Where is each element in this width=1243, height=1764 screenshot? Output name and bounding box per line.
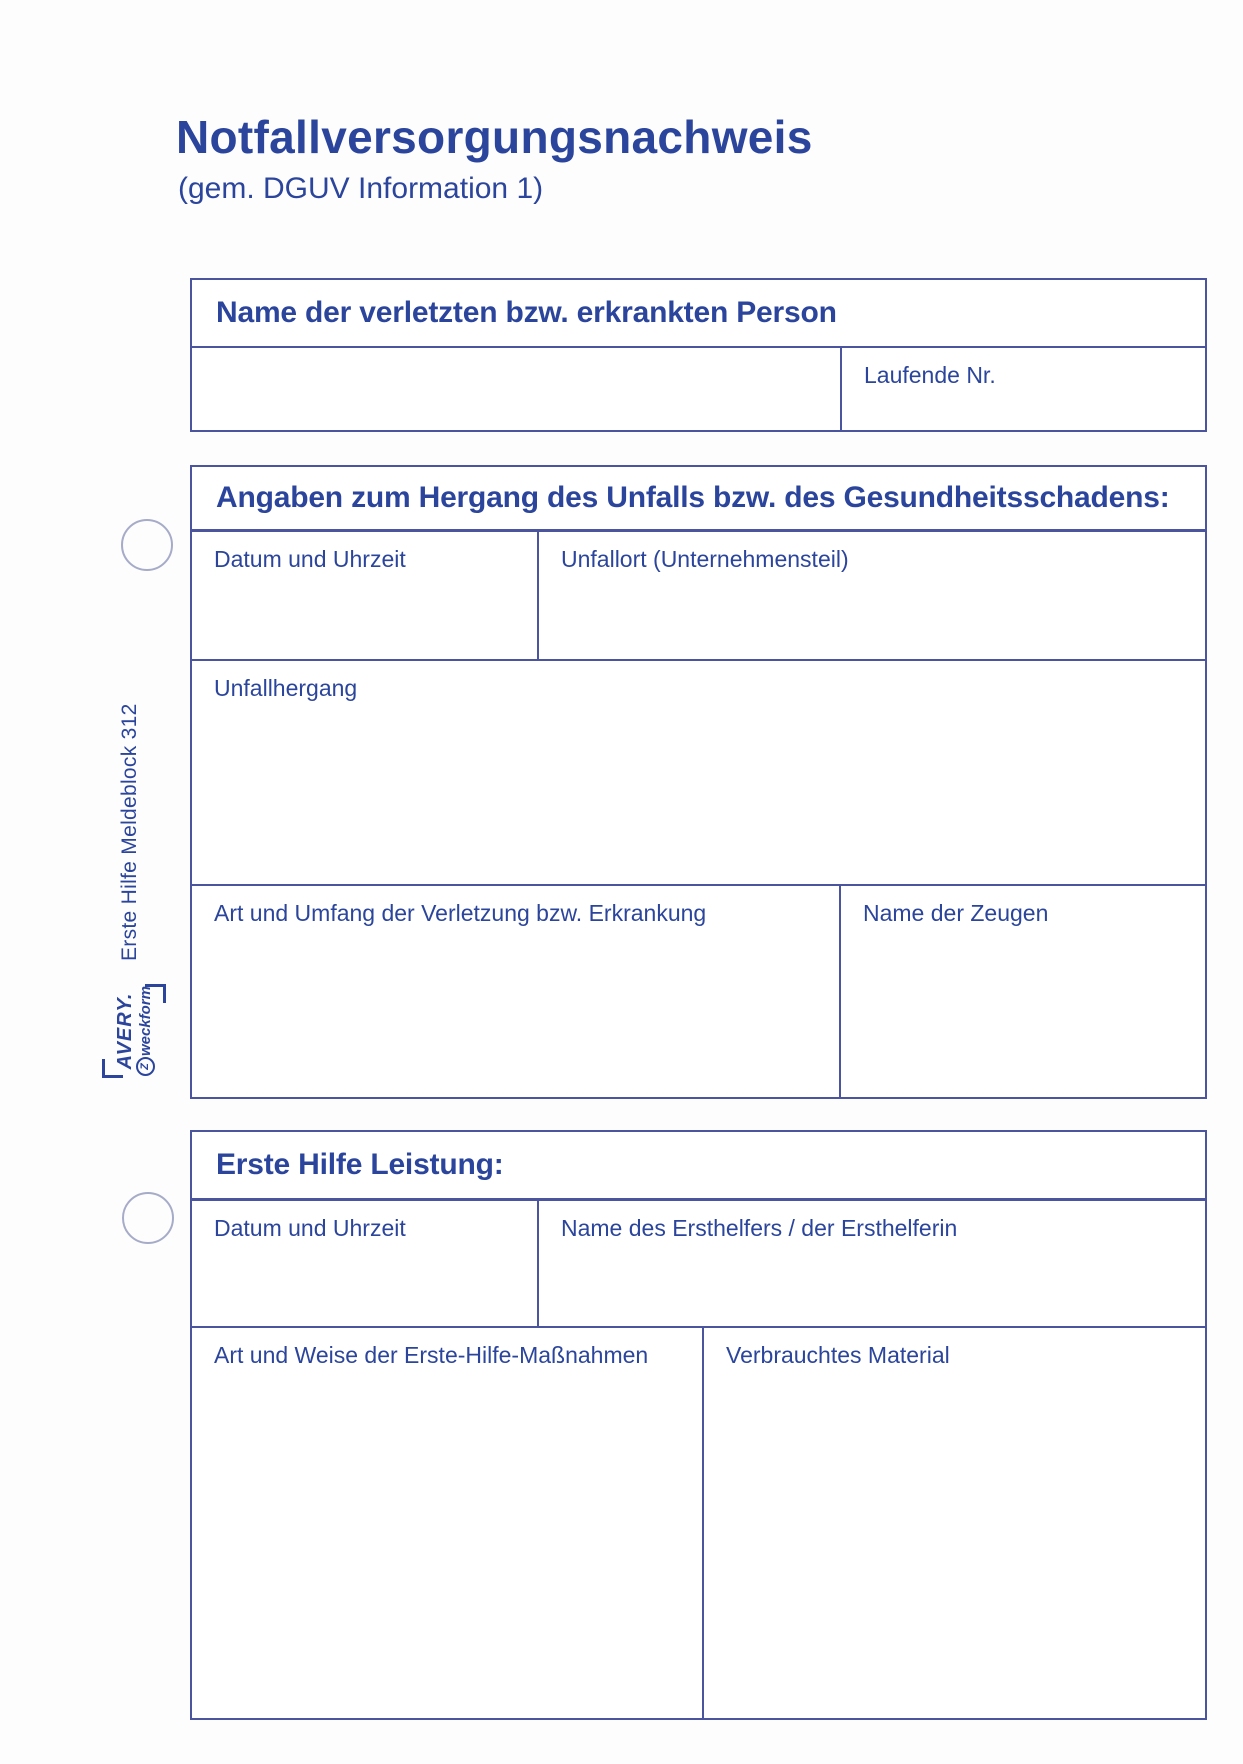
first-aid-measures-field[interactable] bbox=[192, 1328, 702, 1718]
person-name-field[interactable] bbox=[192, 348, 840, 430]
first-aid-row-datetime-helper bbox=[192, 1201, 1205, 1326]
first-aider-name-label: Name des Ersthelfers / der Ersthelferin bbox=[561, 1215, 958, 1241]
accident-location-label: Unfallort (Unternehmensteil) bbox=[561, 546, 849, 572]
accident-course-field[interactable] bbox=[192, 661, 1205, 884]
section-person bbox=[190, 278, 1207, 432]
accident-location-field[interactable] bbox=[537, 532, 1205, 659]
section-first-aid-header bbox=[192, 1132, 1205, 1201]
first-aid-row-measures-material bbox=[192, 1326, 1205, 1718]
accident-row-datetime-location bbox=[192, 532, 1205, 659]
section-accident-title: Angaben zum Hergang des Unfalls bzw. des Gesundheitsschadens: bbox=[216, 481, 1170, 514]
accident-course-label: Unfallhergang bbox=[214, 675, 358, 701]
accident-datetime-label: Datum und Uhrzeit bbox=[214, 546, 406, 572]
injury-extent-field[interactable] bbox=[192, 886, 839, 1097]
first-aid-datetime-label: Datum und Uhrzeit bbox=[214, 1215, 406, 1241]
person-row bbox=[192, 348, 1205, 430]
injury-extent-label: Art und Umfang der Verletzung bzw. Erkrankung bbox=[214, 900, 707, 926]
used-material-field[interactable] bbox=[702, 1328, 1205, 1718]
punch-hole-bottom bbox=[122, 1192, 174, 1244]
first-aid-datetime-field[interactable] bbox=[192, 1201, 537, 1326]
logo-z-badge: Z bbox=[136, 1057, 155, 1076]
accident-row-injury-witnesses bbox=[192, 884, 1205, 1097]
first-aid-measures-label: Art und Weise der Erste-Hilfe-Maßnahmen bbox=[214, 1342, 649, 1368]
section-person-title: Name der verletzten bzw. erkrankten Person bbox=[216, 296, 837, 329]
section-person-header bbox=[192, 280, 1205, 348]
logo-brand-avery: AVERY. bbox=[113, 992, 136, 1070]
product-side-label: Erste Hilfe Meldeblock 312 bbox=[118, 703, 141, 961]
page-title: Notfallversorgungsnachweis bbox=[176, 111, 813, 163]
serial-number-field[interactable] bbox=[840, 348, 1205, 430]
serial-number-label: Laufende Nr. bbox=[864, 362, 996, 388]
witnesses-field[interactable] bbox=[839, 886, 1205, 1097]
accident-datetime-field[interactable] bbox=[192, 532, 537, 659]
used-material-label: Verbrauchtes Material bbox=[726, 1342, 950, 1368]
page-subtitle: (gem. DGUV Information 1) bbox=[178, 172, 544, 205]
logo-brand-zweckform: weckform bbox=[136, 985, 154, 1057]
section-accident-header bbox=[192, 467, 1205, 532]
first-aider-name-field[interactable] bbox=[537, 1201, 1205, 1326]
section-accident bbox=[190, 465, 1207, 1099]
section-first-aid-title: Erste Hilfe Leistung: bbox=[216, 1148, 504, 1181]
punch-hole-top bbox=[121, 519, 173, 571]
avery-zweckform-logo bbox=[103, 985, 165, 1077]
witnesses-label: Name der Zeugen bbox=[863, 900, 1049, 926]
accident-row-course bbox=[192, 659, 1205, 884]
section-first-aid bbox=[190, 1130, 1207, 1720]
